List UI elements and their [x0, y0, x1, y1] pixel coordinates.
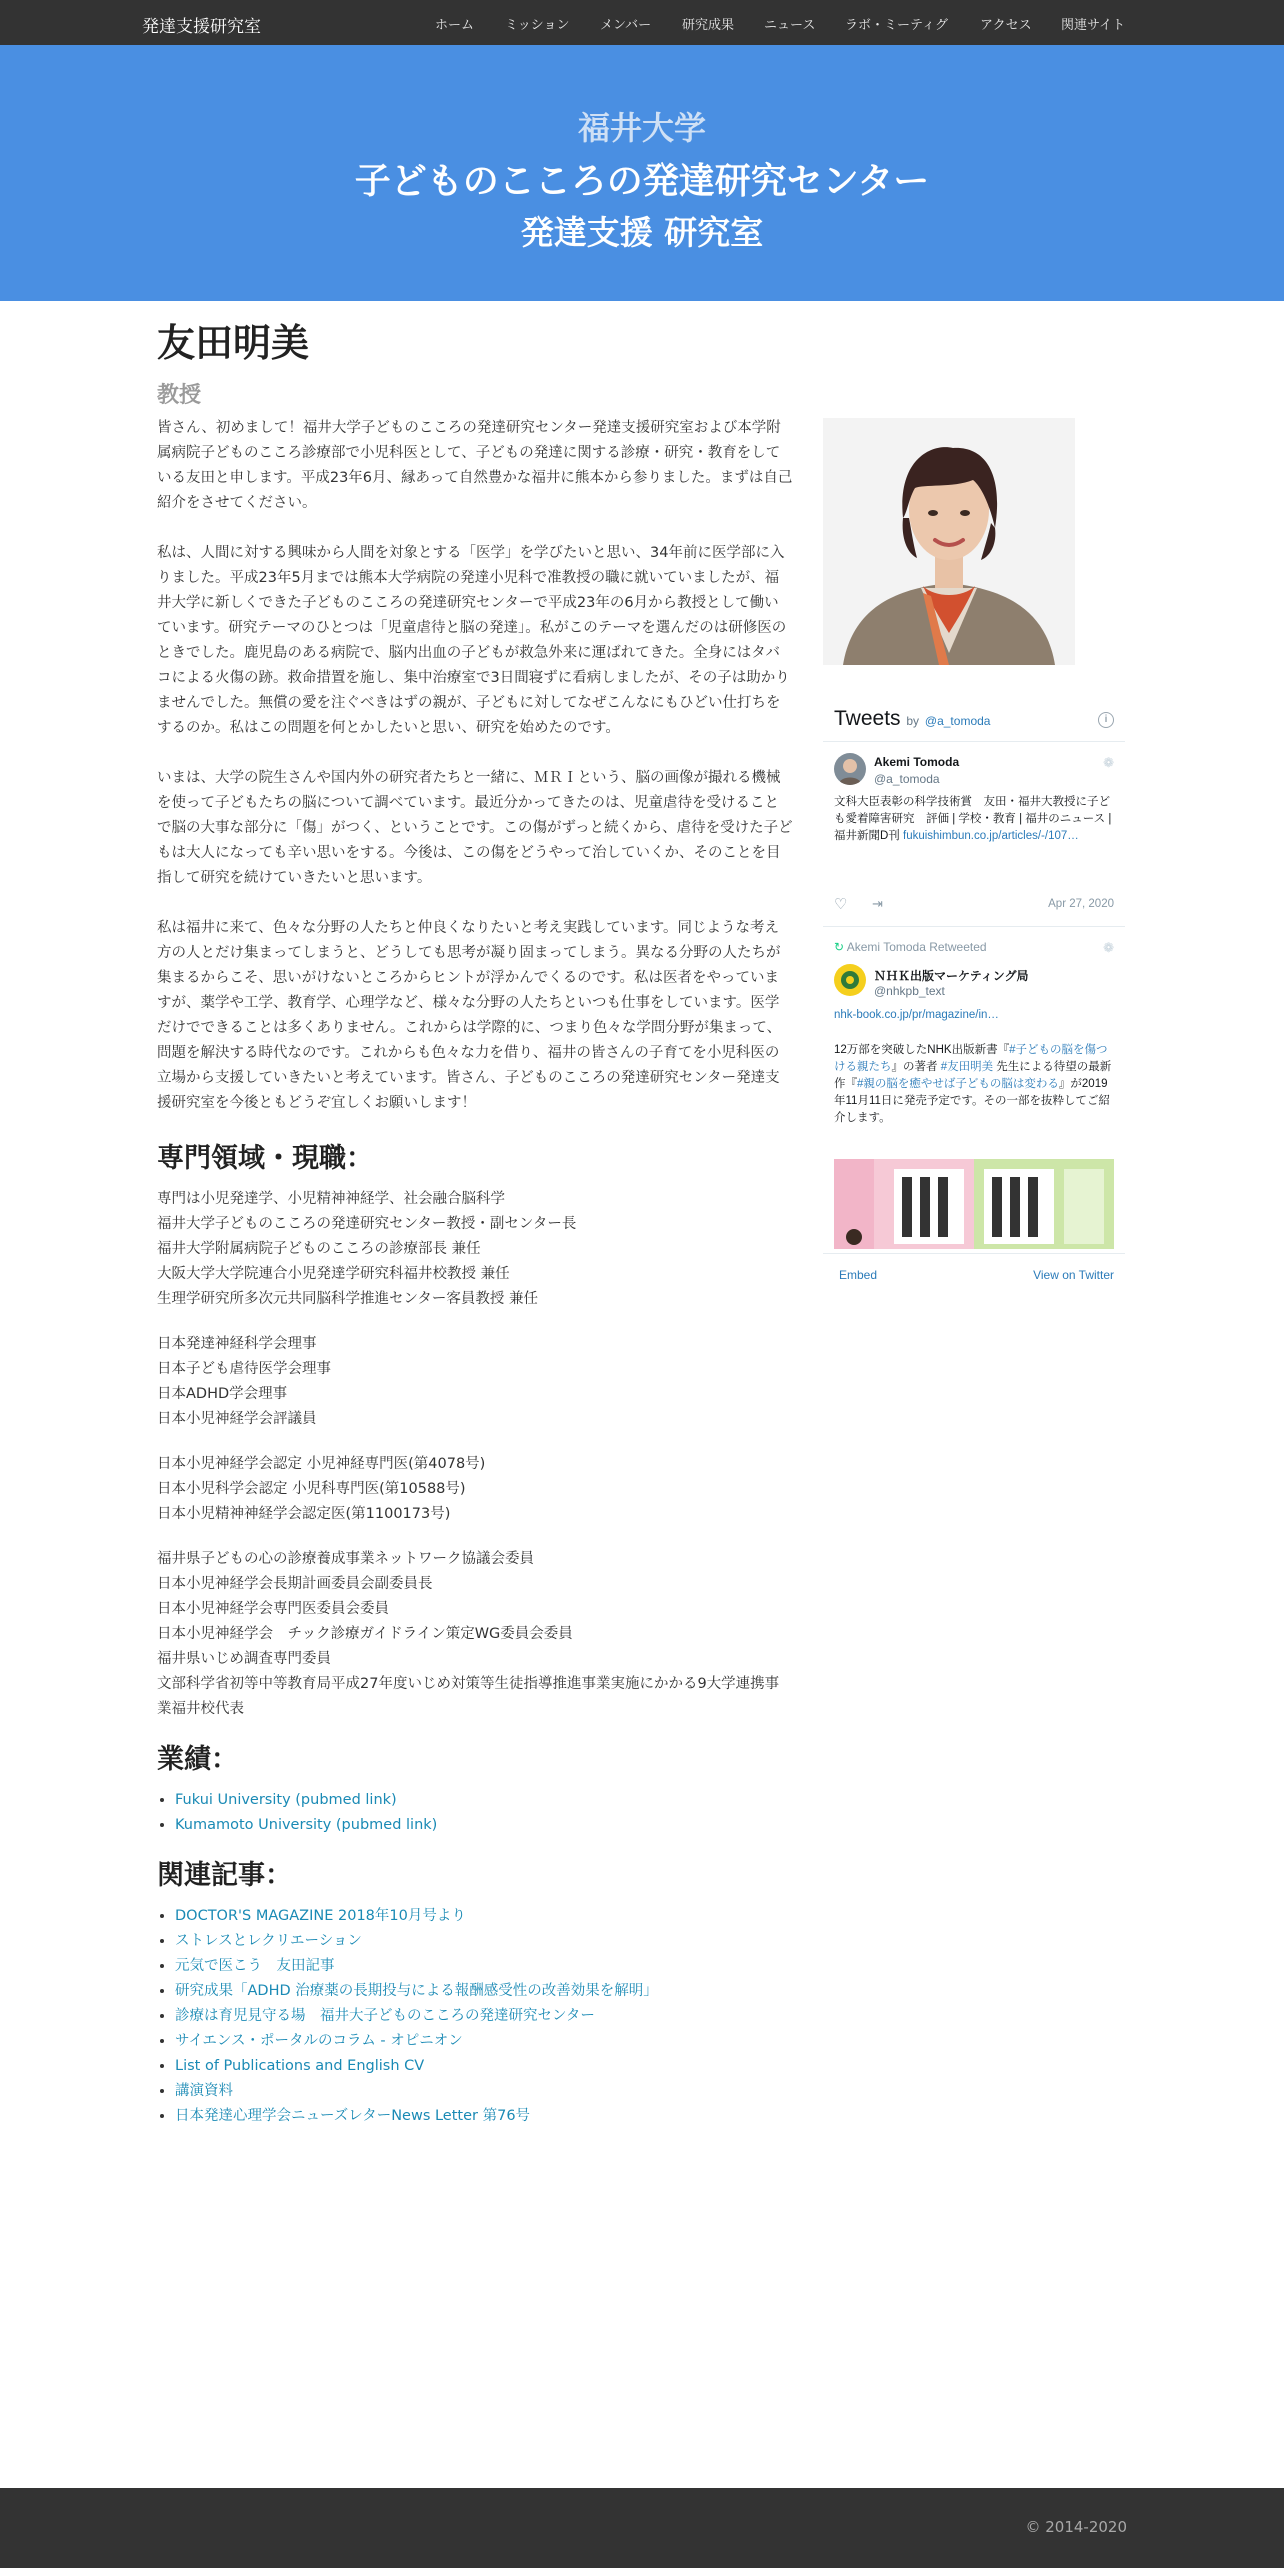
nav-menu	[0, 14, 1284, 34]
info-icon[interactable]: i	[1098, 712, 1114, 728]
intro-paragraph-4: 私は福井に来て、色々な分野の人たちと仲良くなりたいと考え実践しています。同じような考え方の人とだけ集まってしまうと、どうしても思考が凝り固まってしまう。異なる分野の人たちが集まるからこそ、思いがけないところからヒントが浮かんでくるのです。私は医者をやっていますが、薬学や工学、教育学、心理学など、様々な分野の人たちといつも仕事をしています。医学だけでできることは多くありません。これからは学際的に、つまり色々な学問分野が集まって、問題を解決する時代なのです。これからも色々な力を借り、福井の皆さんの子育てを小児科医の立場から支援していきたいと考えています。皆さん、子どものこころの発達研究センター発達支援研究室を今後ともどうぞ宜しくお願いします！	[157, 920, 782, 1111]
achievements-list	[157, 1788, 793, 1838]
article-link[interactable]: サイエンス・ポータルのコラム - オピニオン	[175, 2033, 463, 2049]
portrait-illustration	[823, 418, 1075, 665]
membership-line: 日本ADHD学会理事	[157, 1386, 288, 1402]
intro-paragraph-1: 皆さん、初めまして！福井大学子どものこころの発達研究センター発達支援研究室および本学附属病院子どものこころ診療部で小児科医として、子どもの発達に関する診療・研究・教育をしている友田と申します。平成23年6月、縁あって自然豊かな福井に熊本から参りました。まずは自己紹介をさせてください。	[157, 420, 793, 511]
tweet-author-name[interactable]: ＮＨＫ出版マーケティング局	[874, 969, 1029, 983]
list-item	[175, 1813, 793, 1838]
article-link[interactable]: 研究成果「ADHD 治療薬の長期投与による報酬感受性の改善効果を解明」	[175, 1983, 658, 1999]
tweet-link-line	[834, 1007, 1114, 1024]
certifications	[157, 1452, 793, 1527]
tweet-author-name[interactable]: Akemi Tomoda	[874, 755, 960, 769]
tweet-text-part: 』が2019年11月11日に発売予定です。その一部を抜粋してご紹介します。	[834, 1078, 1110, 1124]
retweet-text: Akemi Tomoda Retweeted	[846, 940, 987, 954]
twitter-bird-icon[interactable]: ❁	[1103, 755, 1114, 770]
nav-item-news[interactable]: ニュース	[764, 18, 816, 33]
specialty-heading: 専門領域・現職：	[157, 1143, 373, 1174]
hero-banner	[0, 45, 1284, 301]
committee-line: 福井県子どもの心の診療養成事業ネットワーク協議会委員	[157, 1551, 534, 1567]
article-link[interactable]: DOCTOR'S MAGAZINE 2018年10月号より	[175, 1908, 466, 1924]
retweet-label	[834, 940, 987, 954]
position-line: 生理学研究所多次元共同脳科学推進センター客員教授 兼任	[157, 1291, 539, 1307]
article-link[interactable]: 元気で医こう 友田記事	[175, 1958, 335, 1974]
divider	[823, 926, 1125, 927]
list-item	[175, 1788, 793, 1813]
profile-name: 友田明美	[157, 321, 310, 365]
society-memberships	[157, 1332, 793, 1432]
articles-heading: 関連記事：	[157, 1860, 292, 1891]
nav-item-home[interactable]: ホーム	[435, 18, 475, 33]
tweet-author-handle[interactable]: @a_tomoda	[874, 772, 940, 786]
tweet-link[interactable]: fukuishimbun.co.jp/articles/-/107…	[903, 830, 1079, 842]
nav-item-lab-meeting[interactable]: ラボ・ミーティグ	[845, 18, 948, 33]
avatar-image	[834, 964, 866, 996]
article-link[interactable]: 日本発達心理学会ニューズレターNews Letter 第76号	[175, 2108, 531, 2124]
list-item	[175, 2004, 793, 2029]
articles-list	[157, 1904, 793, 2129]
committee-line: 日本小児神経学会専門医委員会委員	[157, 1601, 389, 1617]
tweet-media-image[interactable]	[834, 1159, 1114, 1249]
avatar[interactable]	[834, 753, 866, 785]
position-line: 専門は小児発達学、小児精神神経学、社会融合脳科学	[157, 1191, 505, 1207]
position-line: 福井大学子どものこころの発達研究センター教授・副センター長	[157, 1216, 577, 1232]
footer	[0, 2488, 1284, 2568]
copyright-text: © 2014-2020	[1025, 2518, 1127, 2536]
hashtag-link[interactable]: #子どもの脳を傷つける親たち	[834, 1044, 1108, 1073]
position-line: 福井大学附属病院子どものこころの診療部長 兼任	[157, 1241, 481, 1257]
like-heart-icon[interactable]: ♡	[834, 896, 848, 913]
book-covers-image	[834, 1159, 1114, 1249]
hero-university: 福井大学	[577, 109, 706, 147]
share-icon[interactable]: ⇥	[872, 896, 883, 911]
position-line: 大阪大学大学院連合小児発達学研究科福井校教授 兼任	[157, 1266, 510, 1282]
top-navbar	[0, 0, 1284, 45]
certification-line: 日本小児科学会認定 小児科専門医(第10588号)	[157, 1481, 466, 1497]
list-item	[175, 2054, 793, 2079]
article-link[interactable]: 講演資料	[175, 2083, 233, 2099]
membership-line: 日本発達神経科学会理事	[157, 1336, 317, 1352]
pubmed-link-fukui[interactable]: Fukui University (pubmed link)	[175, 1792, 397, 1808]
article-link[interactable]: List of Publications and English CV	[175, 2058, 425, 2074]
certification-line: 日本小児神経学会認定 小児神経専門医(第4078号)	[157, 1456, 486, 1472]
twitter-bird-icon[interactable]: ❁	[1103, 940, 1114, 955]
tweet-text-part: 』の著者	[891, 1061, 941, 1073]
profile-role: 教授	[157, 383, 202, 408]
list-item	[175, 2104, 793, 2129]
retweet-icon: ↻	[834, 940, 845, 954]
tweet-link[interactable]: nhk-book.co.jp/pr/magazine/in…	[834, 1009, 999, 1021]
hashtag-link[interactable]: #親の脳を癒やせば子どもの脳は変わる	[857, 1078, 1059, 1090]
twitter-header	[834, 707, 990, 731]
tweet-text	[834, 1042, 1114, 1127]
nav-item-related-sites[interactable]: 関連サイト	[1061, 18, 1126, 33]
nav-item-research[interactable]: 研究成果	[682, 18, 735, 33]
list-item	[175, 2079, 793, 2104]
committees	[157, 1547, 793, 1722]
article-link[interactable]: ストレスとレクリエーション	[175, 1933, 362, 1949]
committee-line: 日本小児神経学会 チック診療ガイドライン策定WG委員会委員	[157, 1626, 573, 1642]
nav-item-access[interactable]: アクセス	[980, 18, 1032, 33]
divider	[823, 1253, 1125, 1254]
twitter-timeline	[823, 697, 1125, 1291]
divider	[823, 741, 1125, 742]
brand-link[interactable]: 発達支援研究室	[142, 17, 261, 37]
achievements-heading: 業績：	[157, 1744, 238, 1775]
profile-photo	[823, 418, 1075, 665]
list-item	[175, 2029, 793, 2054]
membership-line: 日本小児神経学会評議員	[157, 1411, 317, 1427]
list-item	[175, 1979, 793, 2004]
list-item	[175, 1929, 793, 1954]
list-item	[175, 1954, 793, 1979]
tweet-date[interactable]: Apr 27, 2020	[1048, 898, 1114, 910]
hero-center-name: 子どものこころの発達研究センター	[354, 161, 930, 202]
committee-line: 日本小児神経学会長期計画委員会副委員長	[157, 1576, 433, 1592]
twitter-by-label: by	[906, 714, 920, 728]
embed-link[interactable]: Embed	[839, 1268, 878, 1282]
tweet-text	[834, 794, 1114, 845]
avatar-image	[834, 753, 866, 785]
tweet-body: 文科大臣表彰の科学技術賞 友田・福井大教授に子ども愛着障害研究 評価 | 学校・教育 | 福井のニュース | 福井新聞D刊	[834, 796, 1112, 842]
intro-paragraph-2: 私は、人間に対する興味から人間を対象とする「医学」を学びたいと思い、34年前に医学部に入りました。平成23年5月までは熊本大学病院の発達小児科で准教授の職に就いていましたが、福井大学に新しくできた子どものこころの発達研究センターで平成23年の6月から教授として働いています。研究テーマのひとつは「児童虐待と脳の発達」。私がこのテーマを選んだのは研修医のときでした。鹿児島のある病院で、脳内出血の子どもが救急外来に運ばれてきた。全身にはタバコによる火傷の跡。救命措置を施し、集中治療室で3日間寝ずに看病しましたが、その子は助かりませんでした。無償の愛を注ぐべきはずの親が、子どもに対してなぜこんなにもひどい仕打ちをするのか。私はこの問題を何とかしたいと思い、研究を始めたのです。	[157, 545, 790, 736]
hashtag-link[interactable]: #友田明美	[940, 1061, 994, 1073]
list-item	[175, 1904, 793, 1929]
nav-item-mission[interactable]: ミッション	[505, 18, 570, 33]
view-on-twitter-link[interactable]: View on Twitter	[1033, 1268, 1114, 1282]
tweet-text-part: 先生による待望の最新作『	[834, 1061, 1112, 1090]
certification-line: 日本小児精神神経学会認定医(第1100173号)	[157, 1506, 451, 1522]
tweet-text-part: 12万部を突破したNHK出版新書『	[834, 1044, 1010, 1056]
committee-line: 文部科学省初等中等教育局平成27年度いじめ対策等生徒指導推進事業実施にかかる9大学連携事業福井校代表	[157, 1676, 780, 1717]
pubmed-link-kumamoto[interactable]: Kumamoto University (pubmed link)	[175, 1817, 438, 1833]
main-content	[157, 318, 793, 2149]
twitter-handle-link[interactable]: @a_tomoda	[924, 714, 991, 728]
nav-item-members[interactable]: メンバー	[600, 18, 652, 33]
specialty-positions	[157, 1187, 793, 1312]
committee-line: 福井県いじめ調査専門委員	[157, 1651, 331, 1667]
tweet-author-handle[interactable]: @nhkpb_text	[874, 984, 945, 998]
twitter-title: Tweets	[834, 707, 901, 730]
intro-paragraph-3: いまは、大学の院生さんや国内外の研究者たちと一緒に、ＭＲＩという、脳の画像が撮れる機械を使って子どもたちの脳について調べています。最近分かってきたのは、児童虐待を受けることで脳の大事な部分に「傷」がつく、ということです。この傷がずっと続くから、虐待を受けた子どもは大人になっても辛い思いをする。今後は、この傷をどうやって治していくか、そのことを目指して研究を続けていきたいと思います。	[157, 770, 793, 886]
membership-line: 日本子ども虐待医学会理事	[157, 1361, 331, 1377]
article-link[interactable]: 診療は育児見守る場 福井大子どものこころの発達研究センター	[175, 2008, 595, 2024]
hero-lab-name: 発達支援 研究室	[520, 213, 764, 252]
avatar[interactable]	[834, 964, 866, 996]
